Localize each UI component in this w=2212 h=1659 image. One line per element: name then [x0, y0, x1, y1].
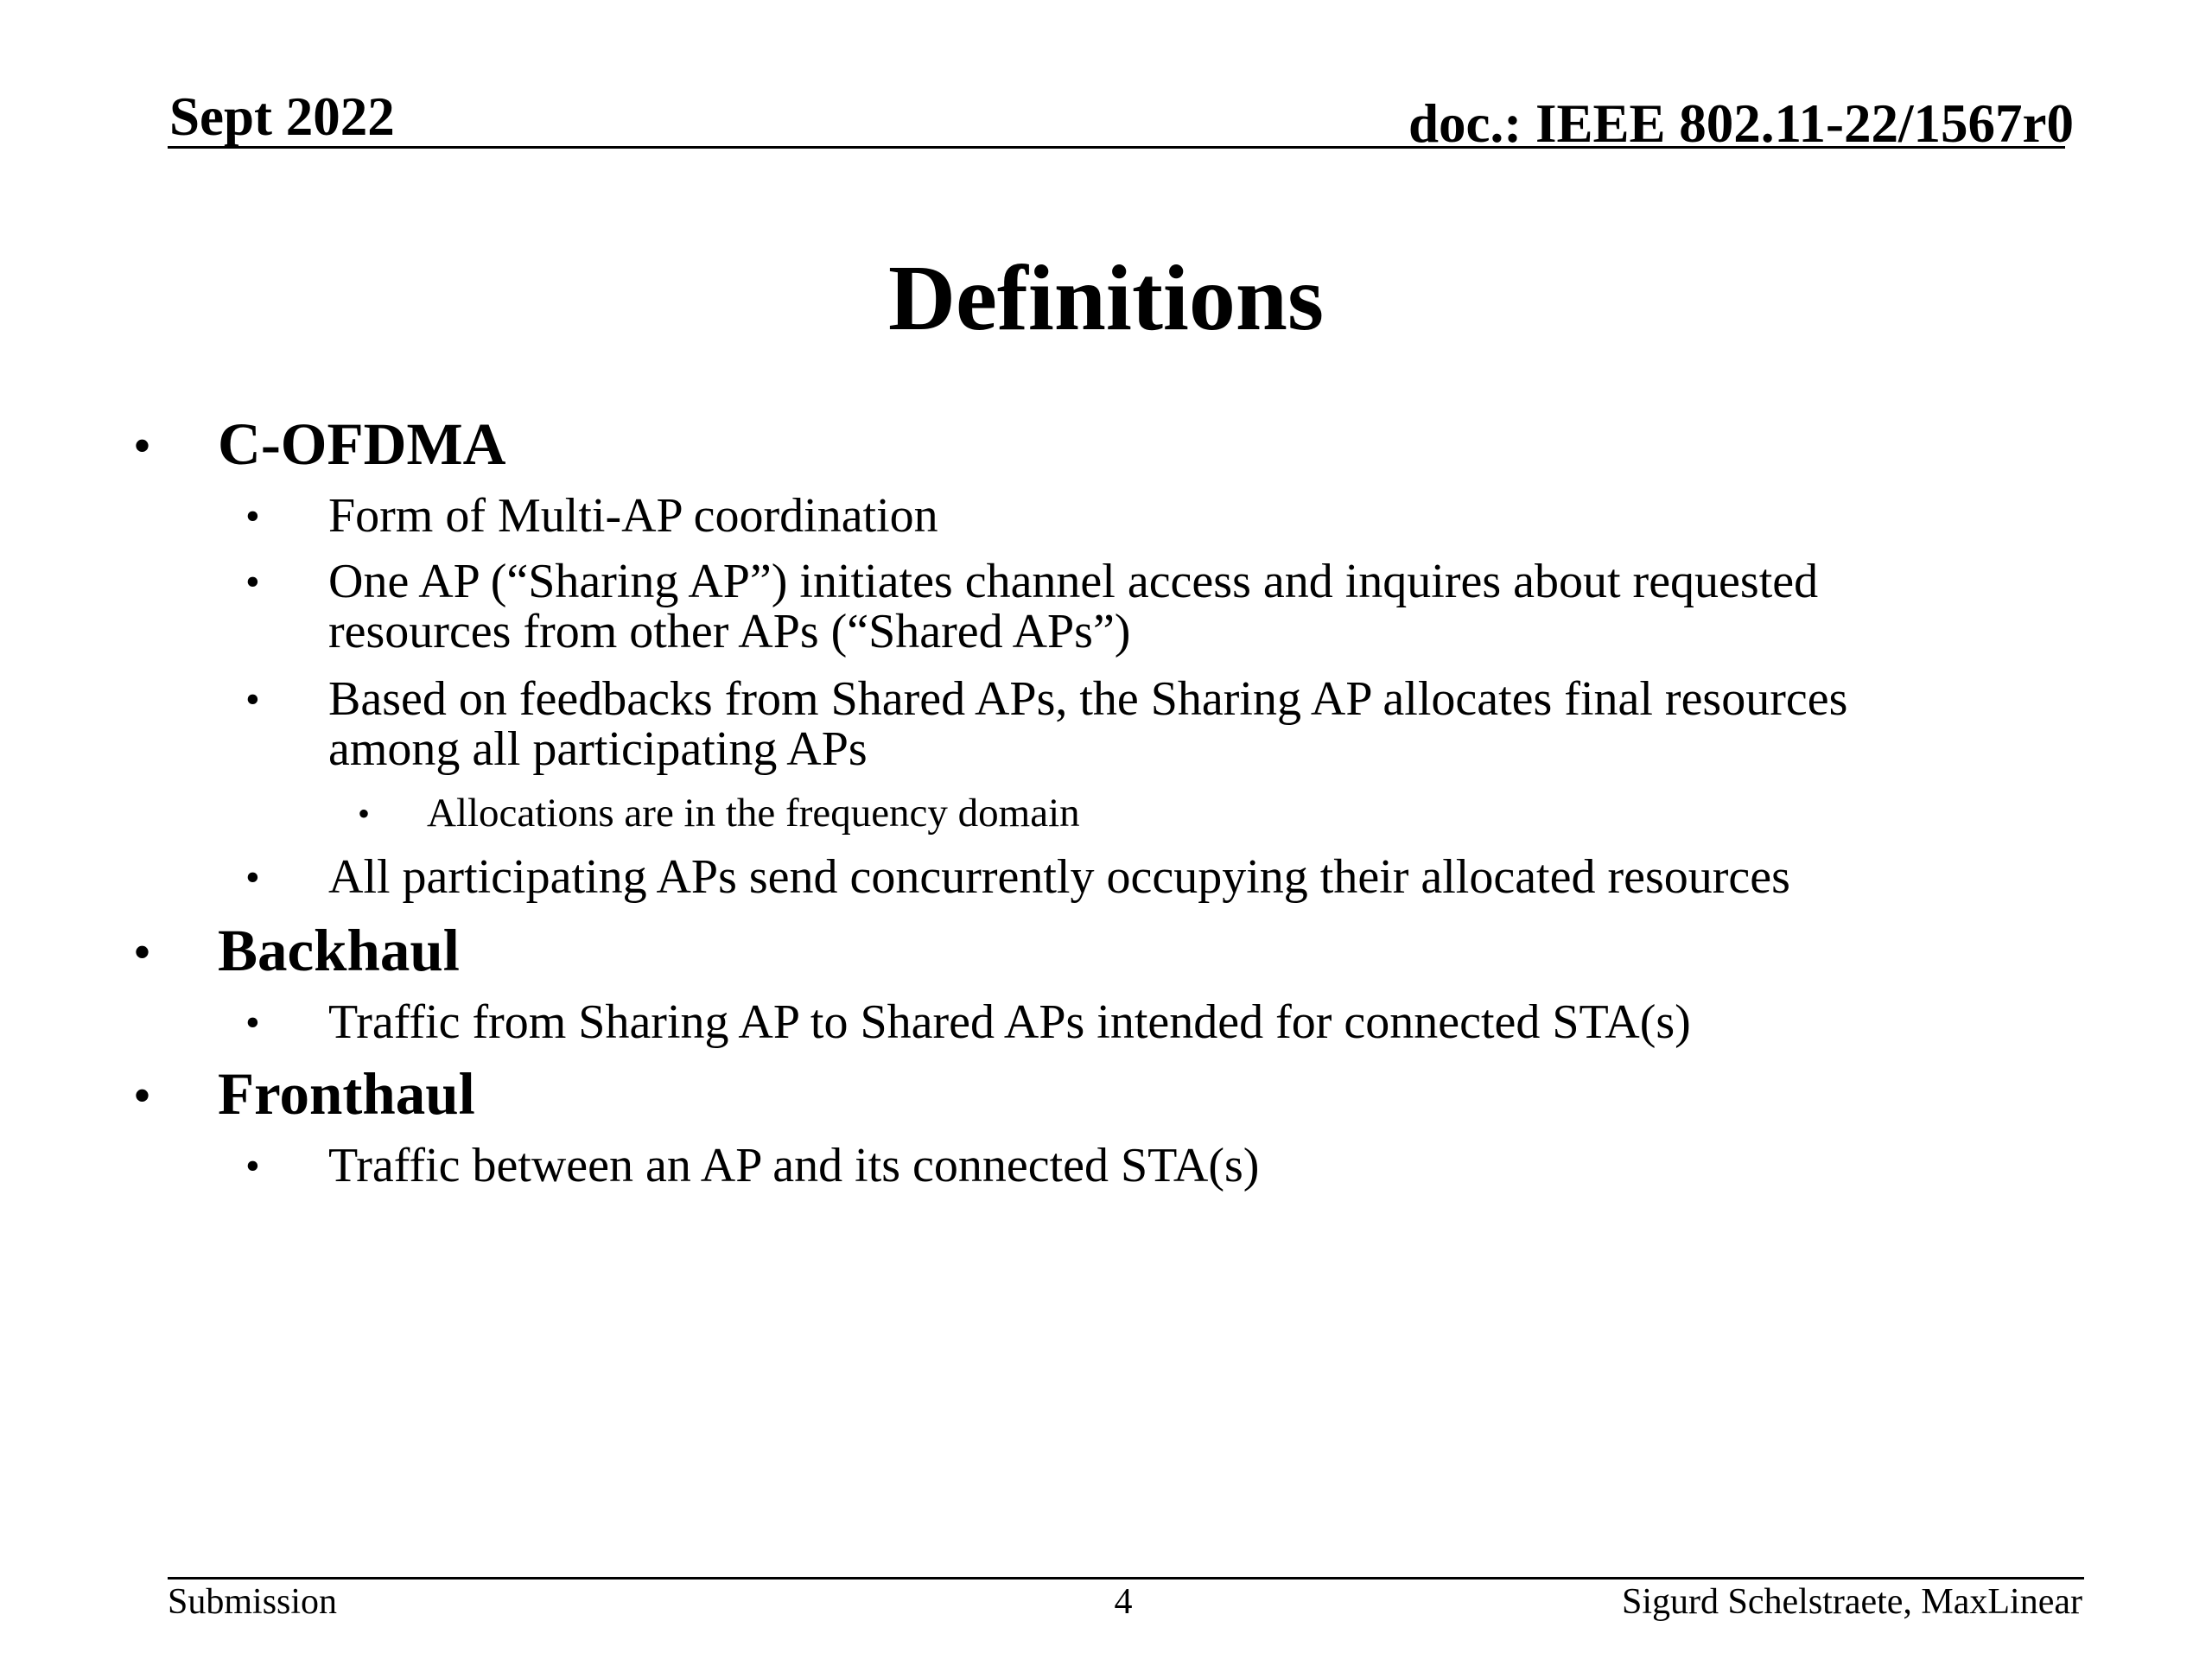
slide-title: Definitions	[887, 247, 1325, 350]
bullet-glyph: •	[245, 1000, 260, 1046]
header-date: Sept 2022	[169, 86, 395, 147]
bullet-glyph: •	[133, 924, 152, 981]
subpoint-text: Allocations are in the frequency domain	[427, 791, 1080, 836]
term-label: Fronthaul	[218, 1061, 475, 1127]
header-divider	[168, 146, 2065, 149]
point-text-line-1: Based on feedbacks from Shared APs, the Sharing AP allocates final resources	[328, 672, 1848, 726]
footer-author: Sigurd Schelstraete, MaxLinear	[1622, 1582, 2082, 1622]
footer-divider	[168, 1577, 2084, 1580]
bullet-glyph: •	[245, 677, 260, 722]
bullet-glyph: •	[245, 559, 260, 605]
point-text-line-2: among all participating APs	[328, 722, 868, 776]
point-text: Traffic between an AP and its connected STA(s)	[328, 1139, 1260, 1192]
term-label: Backhaul	[218, 918, 460, 983]
header-doc-id: doc.: IEEE 802.11-22/1567r0	[1408, 93, 2074, 154]
page-number: 4	[1114, 1582, 1133, 1622]
bullet-glyph: •	[245, 855, 260, 900]
footer-submission: Submission	[168, 1582, 338, 1622]
point-text: All participating APs send concurrently occupying their allocated resources	[328, 850, 1790, 904]
bullet-glyph: •	[133, 1067, 152, 1124]
point-text: Form of Multi-AP coordination	[328, 489, 938, 543]
bullet-glyph: •	[358, 794, 371, 833]
term-label: C-OFDMA	[218, 411, 506, 477]
bullet-glyph: •	[245, 1143, 260, 1189]
bullet-glyph: •	[133, 417, 152, 474]
point-text-line-1: One AP (“Sharing AP”) initiates channel access and inquires about requested	[328, 555, 1819, 608]
point-text-line-2: resources from other APs (“Shared APs”)	[328, 605, 1131, 658]
point-text: Traffic from Sharing AP to Shared APs intended for connected STA(s)	[328, 995, 1691, 1049]
bullet-glyph: •	[245, 493, 260, 539]
